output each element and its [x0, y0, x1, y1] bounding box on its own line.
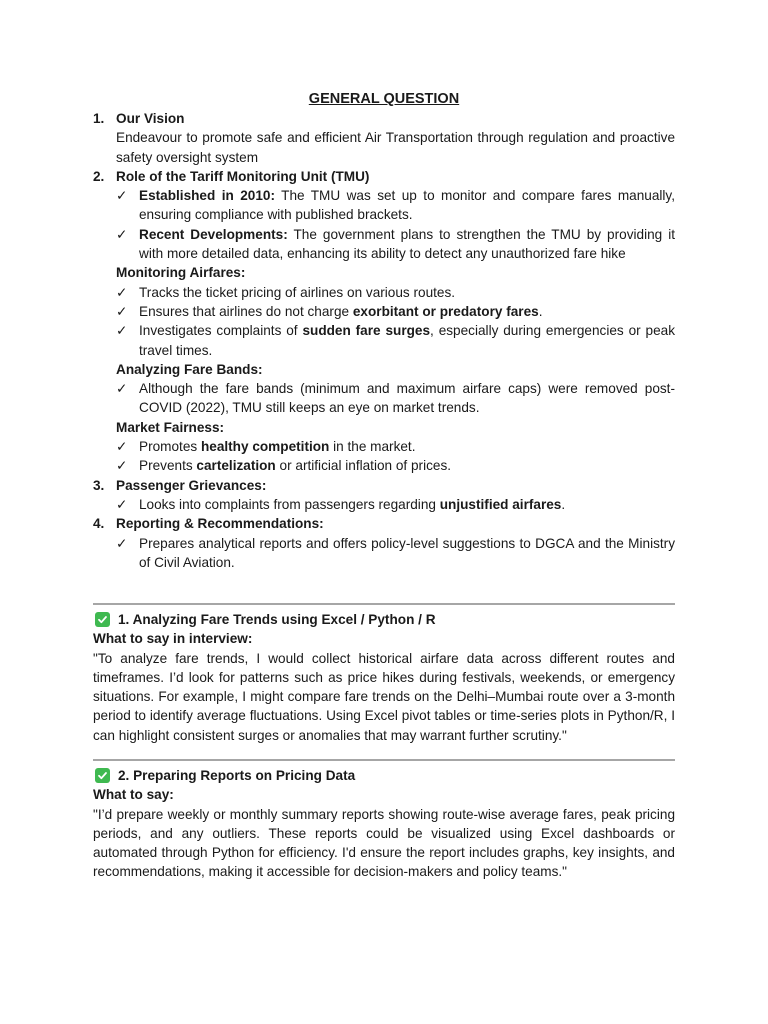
list-item-tmu — [93, 167, 675, 186]
bullet-established: ✓ Established in 2010: The TMU was set up to monitor and compare fares manually, ensuring compliance with published brackets. — [116, 188, 675, 223]
checkmark-icon: ✓ — [116, 439, 128, 455]
item-number: 2. — [93, 168, 105, 184]
bullet-tracks: ✓ Tracks the ticket pricing of airlines on various routes. — [93, 283, 675, 302]
section-fare-trends — [93, 610, 675, 745]
checkmark-icon: ✓ — [116, 188, 128, 204]
section-reports — [93, 766, 675, 882]
bullet-complaints: ✓ Looks into complaints from passengers regarding unjustified airfares. — [93, 495, 675, 514]
bullet-cartelization: ✓ Prevents cartelization or artificial inflation of prices. — [93, 456, 675, 475]
bullet-ensures: ✓ Ensures that airlines do not charge exorbitant or predatory fares. — [93, 302, 675, 321]
bullet-reports: ✓ Prepares analytical reports and offers policy-level suggestions to DGCA and the Ministry of Civil Aviation. — [116, 535, 675, 570]
vision-text: Endeavour to promote safe and efficient Air Transportation through regulation and proactive safety oversight system — [116, 130, 675, 165]
section-divider — [93, 603, 675, 605]
section-divider — [93, 759, 675, 761]
section-label: What to say in interview: — [93, 631, 253, 647]
section-text: "I’d prepare weekly or monthly summary reports showing route-wise average fares, peak pricing periods, and any outliers. These reports could be visualized using Excel dashboards or automated through Python for efficiency. I'd ensure the report includes graphs, key insights, and recommendations, making it accessible for decision-makers and policy teams." — [93, 806, 675, 880]
check-mark-button-icon — [95, 612, 110, 627]
list-item-grievances — [93, 476, 675, 495]
section-label: What to say: — [93, 787, 174, 803]
item-heading: Our Vision — [116, 111, 185, 126]
checkmark-icon: ✓ — [116, 381, 128, 397]
subheading-market-fairness: Market Fairness: — [116, 419, 225, 435]
section-heading: 1. Analyzing Fare Trends using Excel / Python / R — [93, 610, 675, 629]
item-heading: Reporting & Recommendations: — [116, 516, 324, 532]
list-item-reporting — [93, 514, 675, 533]
check-mark-button-icon — [95, 768, 110, 783]
checkmark-icon: ✓ — [116, 535, 128, 551]
subheading-monitoring: Monitoring Airfares: — [116, 265, 246, 281]
subheading-fare-bands: Analyzing Fare Bands: — [116, 361, 263, 377]
checkmark-icon: ✓ — [116, 303, 128, 319]
page-title: GENERAL QUESTION — [308, 91, 460, 107]
bullet-investigates: ✓ Investigates complaints of sudden fare surges, especially during emergencies or peak travel times. — [116, 323, 676, 358]
checkmark-icon: ✓ — [116, 458, 128, 474]
item-number: 4. — [93, 516, 105, 532]
item-heading: Role of the Tariff Monitoring Unit (TMU) — [116, 168, 370, 184]
bullet-recent-developments: ✓ Recent Developments: The government plans to strengthen the TMU by providing it with more detailed data, enhancing its ability to detect any unauthorized fare hike — [116, 226, 675, 262]
bullet-competition: ✓ Promotes healthy competition in the market. — [93, 437, 675, 456]
item-number: 1. — [93, 111, 105, 126]
list-item-vision — [93, 109, 675, 167]
checkmark-icon: ✓ — [116, 284, 128, 300]
section-heading: 2. Preparing Reports on Pricing Data — [93, 766, 675, 785]
checkmark-icon: ✓ — [116, 323, 128, 339]
checkmark-icon: ✓ — [116, 226, 128, 242]
general-question-list — [93, 109, 675, 572]
section-text: "To analyze fare trends, I would collect historical airfare data across different routes and timeframes. I’d look for patterns such as price hikes during festivals, weekends, or emergency situations. For example, I might compare fare trends on the Delhi–Mumbai route over a 3-month period to identify average fluctuations. Using Excel pivot tables or time-series plots in Python/R, I can highlight consistent surges or anomalies that may warrant further scrutiny." — [93, 650, 675, 743]
checkmark-icon: ✓ — [116, 496, 128, 512]
item-number: 3. — [93, 477, 105, 493]
bullet-fare-bands: ✓ Although the fare bands (minimum and maximum airfare caps) were removed post-COVID (2022), TMU still keeps an eye on market trends. — [116, 381, 675, 416]
item-heading: Passenger Grievances: — [116, 477, 267, 493]
